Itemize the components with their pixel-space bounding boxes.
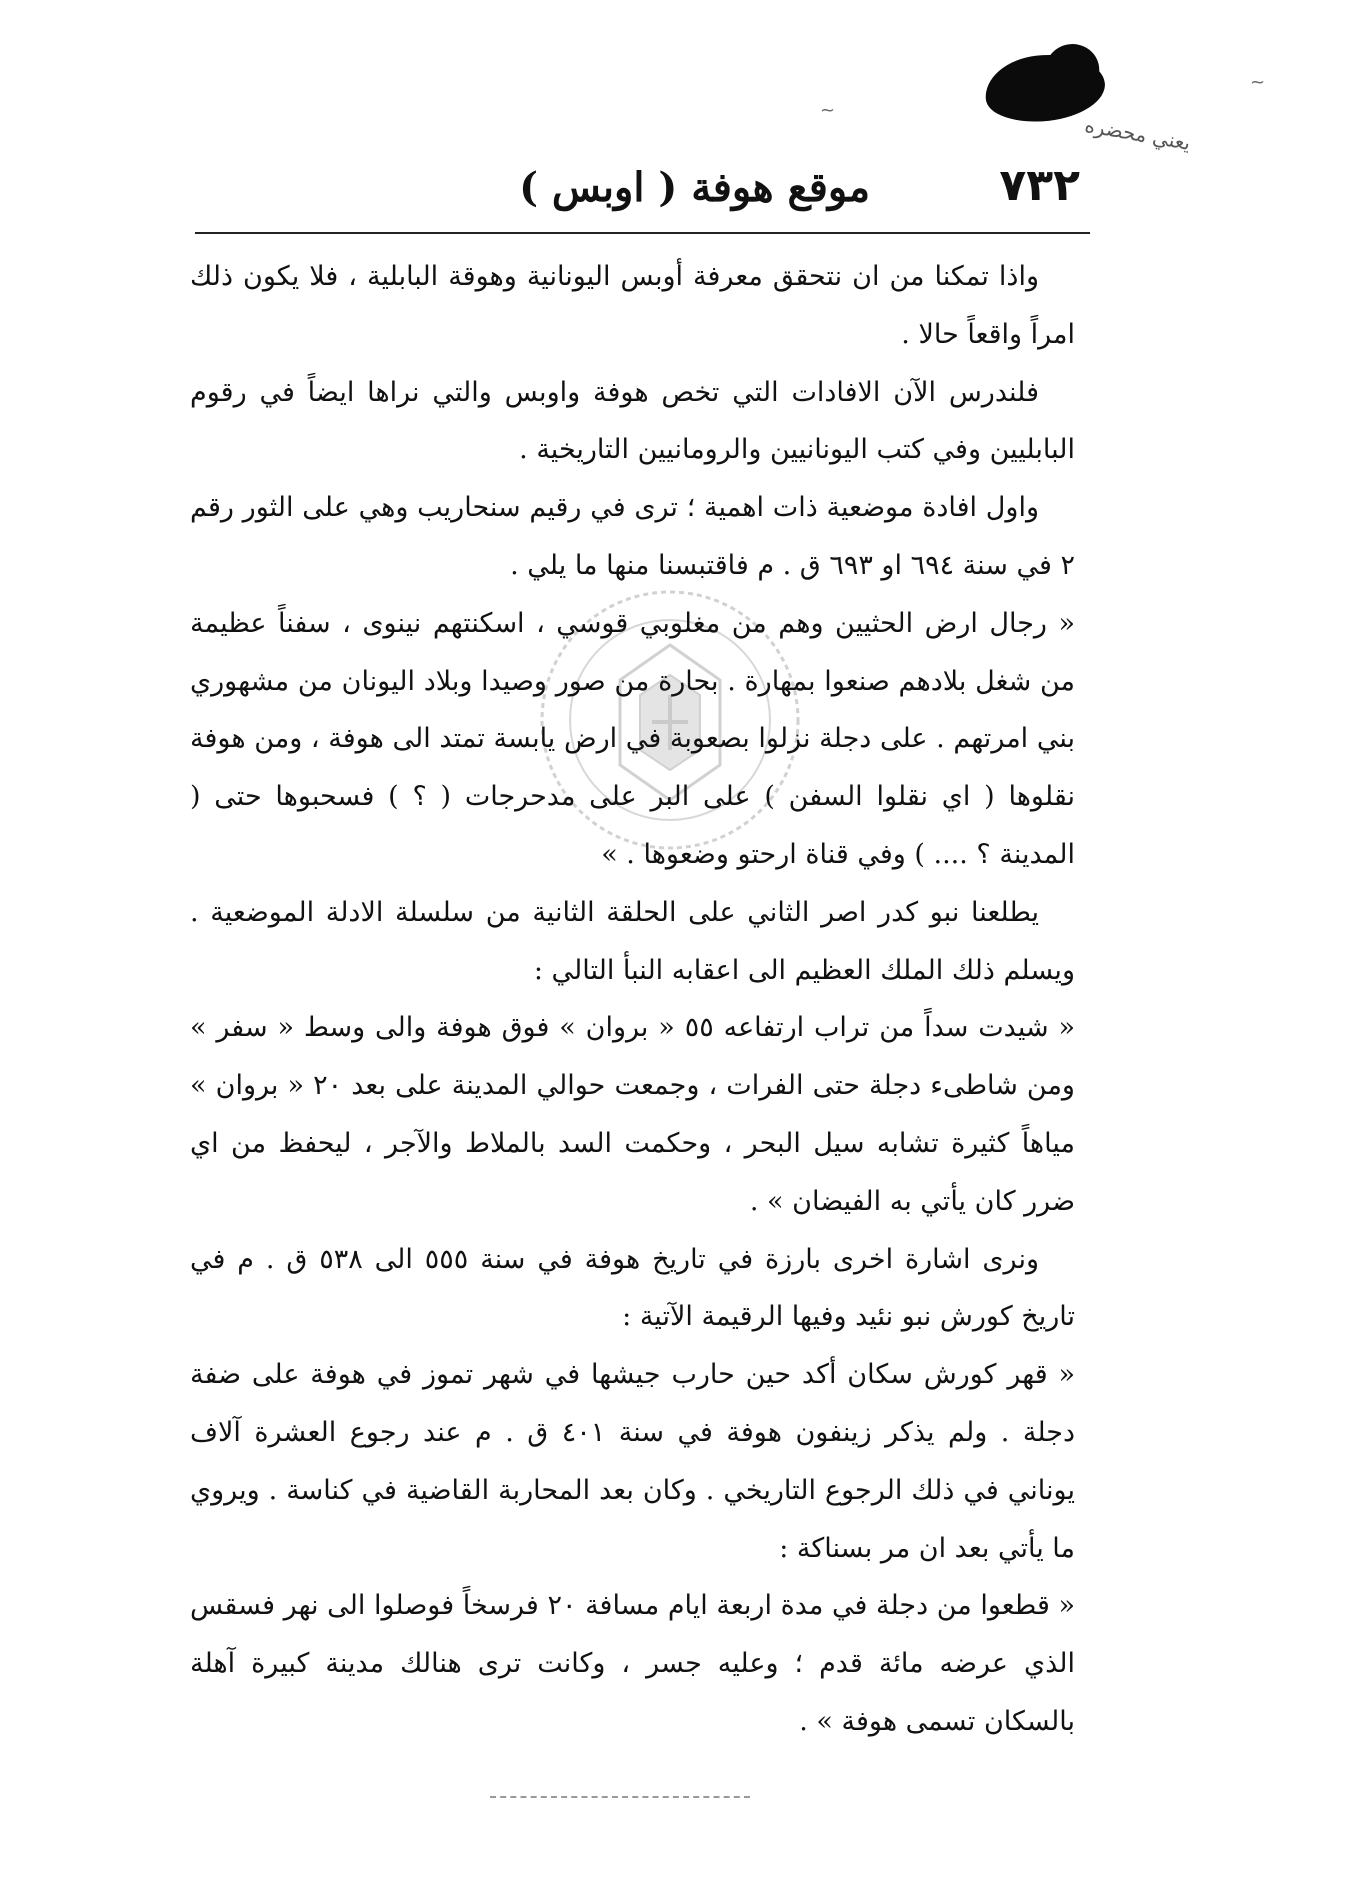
quote-paragraph: « قطعوا من دجلة في مدة اربعة ايام مسافة ٢٠ فرسخاً فوصلوا الى نهر فسقس الذي عرضه مائة قدم ؛ وعليه جسر ، وكانت ترى هنالك مدينة كبيرة آهلة بالسكان تسمى هوفة » . — [190, 1590, 1075, 1737]
paragraph: ونرى اشارة اخرى بارزة في تاريخ هوفة في سنة ٥٥٥ الى ٥٣٨ ق . م في تاريخ كورش نبو نئيد وفيها الرقيمة الآتية : — [190, 1243, 1075, 1333]
paragraph: يطلعنا نبو كدر اصر الثاني على الحلقة الثانية من سلسلة الادلة الموضعية . ويسلم ذلك الملك العظيم الى اعقابه النبأ التالي : — [190, 896, 1075, 986]
mid-scribble: ~ — [820, 100, 836, 121]
body-text — [190, 248, 1075, 1751]
corner-scribble: ~ — [1250, 72, 1266, 93]
paragraph: واول افادة موضعية ذات اهمية ؛ ترى في رقيم سنحاريب وهي على الثور رقم ٢ في سنة ٦٩٤ او ٦٩٣ ق . م فاقتبسنا منها ما يلي . — [190, 492, 1075, 581]
quote-paragraph: « رجال ارض الحثيين وهم من مغلوبي قوسي ، اسكنتهم نينوى ، سفناً عظيمة من شغل بلادهم صنعوا بمهارة . بحارة من صور وصيدا وبلاد اليونان من مشهوري بني امرتهم . على دجلة نزلوا بصعوبة في ارض يابسة تمتد الى هوفة ، ومن هوفة نقلوها ( اي نقلوا السفن ) على البر على مدحرجات ( ؟ ) فسحبوها حتى ( المدينة ؟ .... ) وفي قناة ارحتو وضعوها . » — [190, 607, 1075, 870]
header-rule — [195, 232, 1090, 234]
bottom-dashes — [490, 1796, 750, 1808]
paragraph: واذا تمكنا من ان نتحقق معرفة أوبس اليونانية وهوقة البابلية ، فلا يكون ذلك امراً واقعاً حالا . — [190, 261, 1075, 350]
paragraph: فلندرس الآن الافادات التي تخص هوفة واوبس والتي نراها ايضاً في رقوم البابليين وفي كتب اليونانيين والرومانيين التاريخية . — [190, 376, 1075, 466]
page-number: ٧٣٢ — [999, 160, 1080, 211]
page-header — [200, 160, 1080, 224]
quote-paragraph: « قهر كورش سكان أكد حين حارب جيشها في شهر تموز في هوفة على ضفة دجلة . ولم يذكر زينفون هوفة في سنة ٤٠١ ق . م عند رجوع العشرة آلاف يوناني في ذلك الرجوع التاريخي . وكان بعد المحاربة القاضية في كناسة . ويروي ما يأتي بعد ان مر بسناكة : — [190, 1359, 1075, 1564]
margin-note: يعني محضره — [1083, 112, 1193, 155]
quote-paragraph: « شيدت سداً من تراب ارتفاعه ٥٥ « بروان » فوق هوفة والى وسط « سفر » ومن شاطىء دجلة حتى الفرات ، وجمعت حوالي المدينة على بعد ٢٠ « بروان » مياهاً كثيرة تشابه سيل البحر ، وحكمت السد بالملاط والآجر ، ليحفظ من اي ضرر كان يأتي به الفيضان » . — [190, 1012, 1076, 1217]
running-title: موقع هوفة ( اوبس ) — [519, 164, 870, 211]
